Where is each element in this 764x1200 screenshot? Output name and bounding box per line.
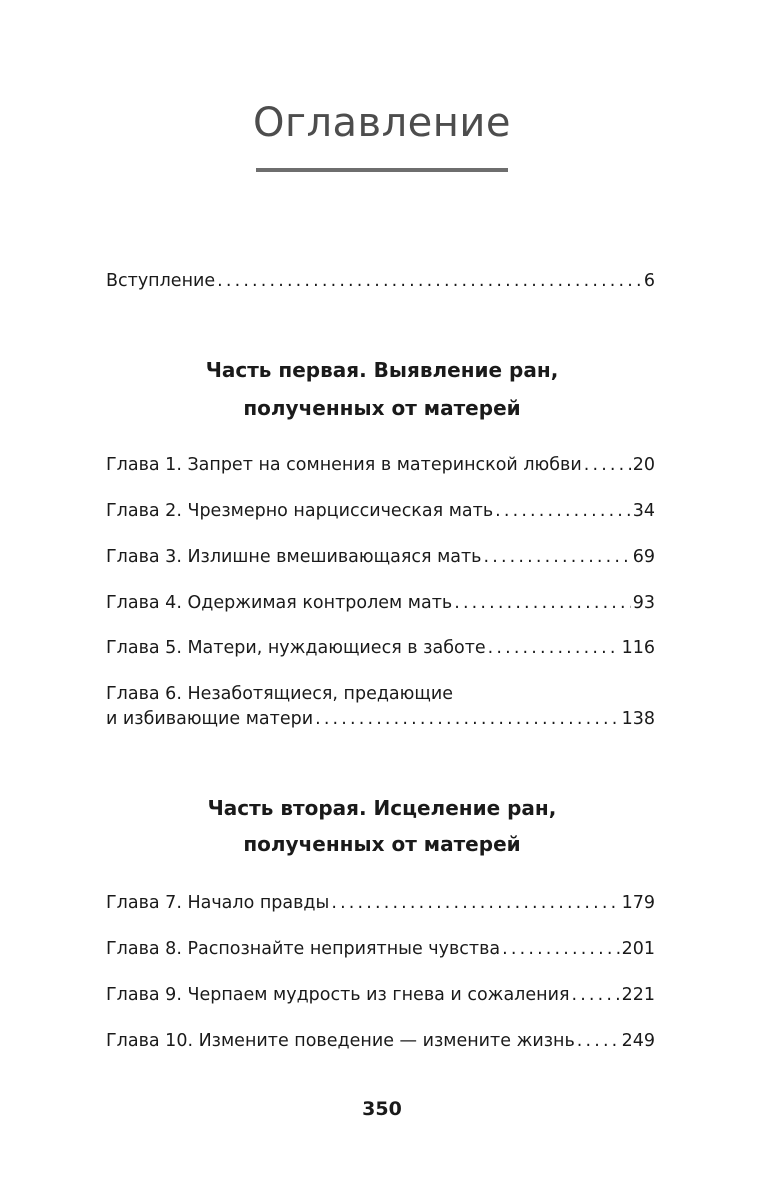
toc-entry-page: 34 <box>632 501 655 521</box>
dot-leader <box>495 500 631 522</box>
toc-entry-page: 249 <box>621 1031 655 1051</box>
toc-entry-page: 6 <box>643 271 655 291</box>
toc-entry-page: 179 <box>621 893 655 913</box>
toc-entry-chapter-8 <box>106 938 655 960</box>
dot-leader <box>488 637 620 659</box>
toc-entry-label: Глава 5. Матери, нуждающиеся в заботе <box>106 638 486 658</box>
toc-entry-chapter-6-line1: Глава 6. Незаботящиеся, предающие <box>106 684 454 704</box>
dot-leader <box>584 454 631 476</box>
toc-entry-page: 69 <box>632 547 655 567</box>
dot-leader <box>577 1030 620 1052</box>
part1-heading-line2: полученных от матерей <box>243 396 521 420</box>
toc-entry-label: Глава 10. Измените поведение — измените жизнь <box>106 1031 575 1051</box>
toc-entry-chapter-2 <box>106 500 655 522</box>
toc-entry-label: Глава 4. Одержимая контролем мать <box>106 593 453 613</box>
toc-entry-label: Глава 3. Излишне вмешивающаяся мать <box>106 547 482 567</box>
toc-entry-chapter-3 <box>106 546 655 568</box>
dot-leader <box>217 270 642 292</box>
toc-entry-chapter-7 <box>106 892 655 914</box>
part2-heading-line2: полученных от матерей <box>243 832 521 856</box>
toc-entry-label: Глава 2. Чрезмерно нарциссическая мать <box>106 501 494 521</box>
toc-entry-chapter-9 <box>106 984 655 1006</box>
part1-heading-line1: Часть первая. Выявление ран, <box>205 358 559 382</box>
dot-leader <box>454 592 630 614</box>
dot-leader <box>315 708 619 730</box>
page-number: 350 <box>362 1098 402 1120</box>
toc-entry-page: 221 <box>621 985 655 1005</box>
dot-leader <box>571 984 619 1006</box>
toc-entry-page: 20 <box>632 455 655 475</box>
toc-entry-page: 138 <box>621 709 655 729</box>
toc-entry-chapter-5 <box>106 637 655 659</box>
part2-heading-line1: Часть вторая. Исцеление ран, <box>207 796 557 820</box>
dot-leader <box>484 546 631 568</box>
toc-entry-chapter-4 <box>106 592 655 614</box>
toc-entry-page: 201 <box>621 939 655 959</box>
toc-entry-chapter-6 <box>106 708 655 730</box>
toc-entry-label: Вступление <box>106 271 216 291</box>
toc-entry-chapter-1 <box>106 454 655 476</box>
toc-entry-label: Глава 1. Запрет на сомнения в материнской любви <box>106 455 582 475</box>
toc-entry-label: и избивающие матери <box>106 709 314 729</box>
dot-leader <box>502 938 619 960</box>
toc-entry-label: Глава 9. Черпаем мудрость из гнева и сожаления <box>106 985 570 1005</box>
toc-entry-page: 116 <box>621 638 655 658</box>
toc-entry-label: Глава 7. Начало правды <box>106 893 330 913</box>
toc-entry-intro <box>106 270 655 292</box>
title-underline <box>256 168 508 172</box>
toc-entry-label: Глава 8. Распознайте неприятные чувства <box>106 939 501 959</box>
page-title: Оглавление <box>252 100 512 146</box>
toc-entry-page: 93 <box>632 593 655 613</box>
toc-entry-chapter-10 <box>106 1030 655 1052</box>
dot-leader <box>331 892 619 914</box>
